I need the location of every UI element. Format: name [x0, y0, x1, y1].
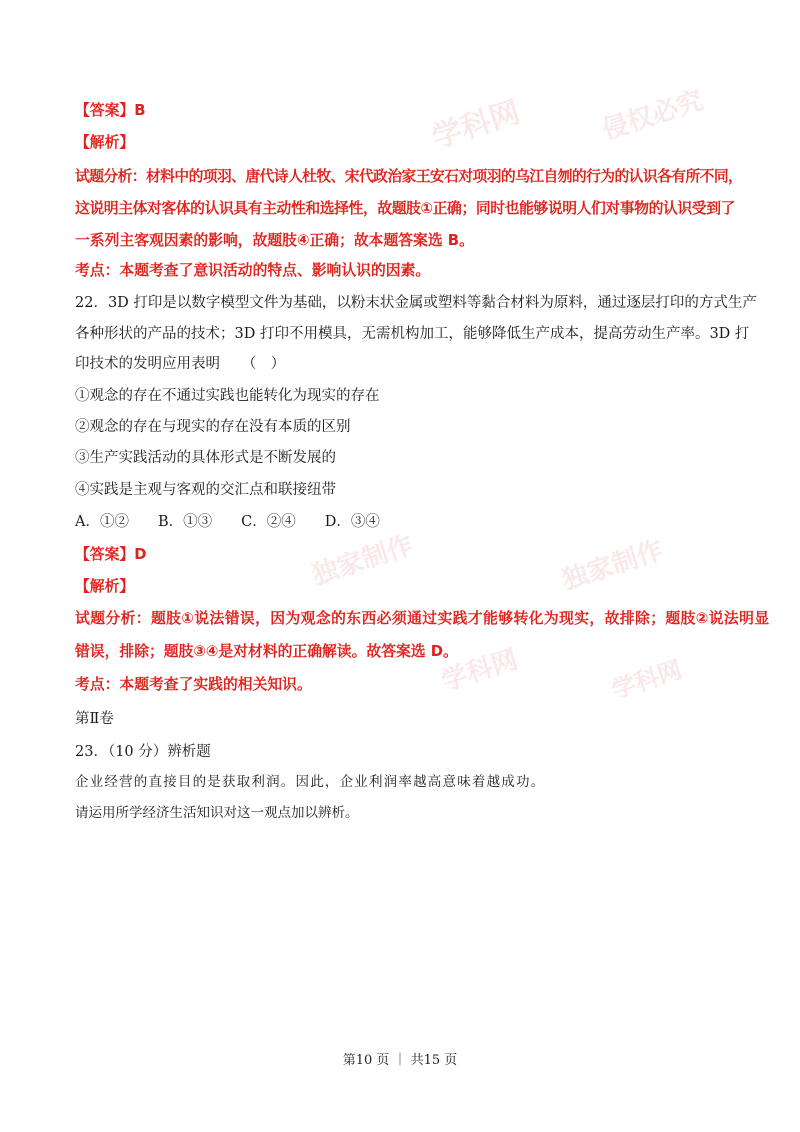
- q22-answer: 【答案】D: [75, 546, 147, 563]
- page-footer: 第10 页 ｜ 共15 页: [342, 1053, 458, 1068]
- q22-option: ②观念的存在与现实的存在没有本质的区别: [75, 419, 351, 435]
- q21-answer: 【答案】B: [75, 102, 146, 119]
- q22-analysis-line: 错误，排除；题肢③④是对材料的正确解读。故答案选 D。: [75, 643, 458, 660]
- q22-stem-line: 印技术的发明应用表明 （ ）: [75, 356, 286, 372]
- q22-kaodian: 考点：本题考查了实践的相关知识。: [75, 676, 312, 693]
- section-heading: 第Ⅱ卷: [75, 711, 114, 727]
- watermark: 独家制作: [308, 530, 417, 592]
- watermark: 学科网: [608, 655, 686, 705]
- watermark: 独家制作: [558, 535, 667, 597]
- q23-title: 23．（10 分）辨析题: [75, 744, 211, 760]
- q22-analysis-line: 试题分析：题肢①说法错误，因为观念的东西必须通过实践才能够转化为现实，故排除；题肢②说法明显: [75, 610, 770, 627]
- q21-analysis-line: 试题分析：材料中的项羽、唐代诗人杜牧、宋代政治家王安石对项羽的乌江自刎的行为的认识各有所不同，: [75, 168, 743, 185]
- q22-stem-line: 各种形状的产品的技术；3D 打印不用模具，无需机构加工，能够降低生产成本，提高劳动生产率。3D 打: [75, 326, 750, 342]
- q22-option: ④实践是主观与客观的交汇点和联接纽带: [75, 482, 336, 498]
- q22-analysis-label: 【解析】: [75, 578, 135, 595]
- q21-analysis-line: 一系列主客观因素的影响，故题肢④正确；故本题答案选 B。: [75, 232, 474, 249]
- q22-option: ①观念的存在不通过实践也能转化为现实的存在: [75, 388, 380, 404]
- watermark: 学科网: [438, 644, 522, 698]
- q22-choices: A．①② B．①③ C．②④ D．③④: [75, 514, 380, 530]
- q23-statement: 企业经营的直接目的是获取利润。因此，企业利润率越高意味着越成功。: [75, 774, 546, 790]
- q21-analysis-label: 【解析】: [75, 134, 135, 151]
- q21-analysis-line: 这说明主体对客体的认识具有主动性和选择性，故题肢①正确；同时也能够说明人们对事物的认识受到了: [75, 200, 735, 217]
- q22-stem-line: 22．3D 打印是以数字模型文件为基础，以粉末状金属或塑料等黏合材料为原料，通过逐层打印的方式生产: [75, 295, 757, 311]
- q21-kaodian: 考点：本题考查了意识活动的特点、影响认识的因素。: [75, 262, 431, 279]
- q23-instruction: 请运用所学经济生活知识对这一观点加以辨析。: [75, 805, 359, 821]
- watermark: 学科网: [427, 94, 525, 156]
- q22-option: ③生产实践活动的具体形式是不断发展的: [75, 450, 336, 466]
- watermark: 侵权必究: [598, 85, 707, 147]
